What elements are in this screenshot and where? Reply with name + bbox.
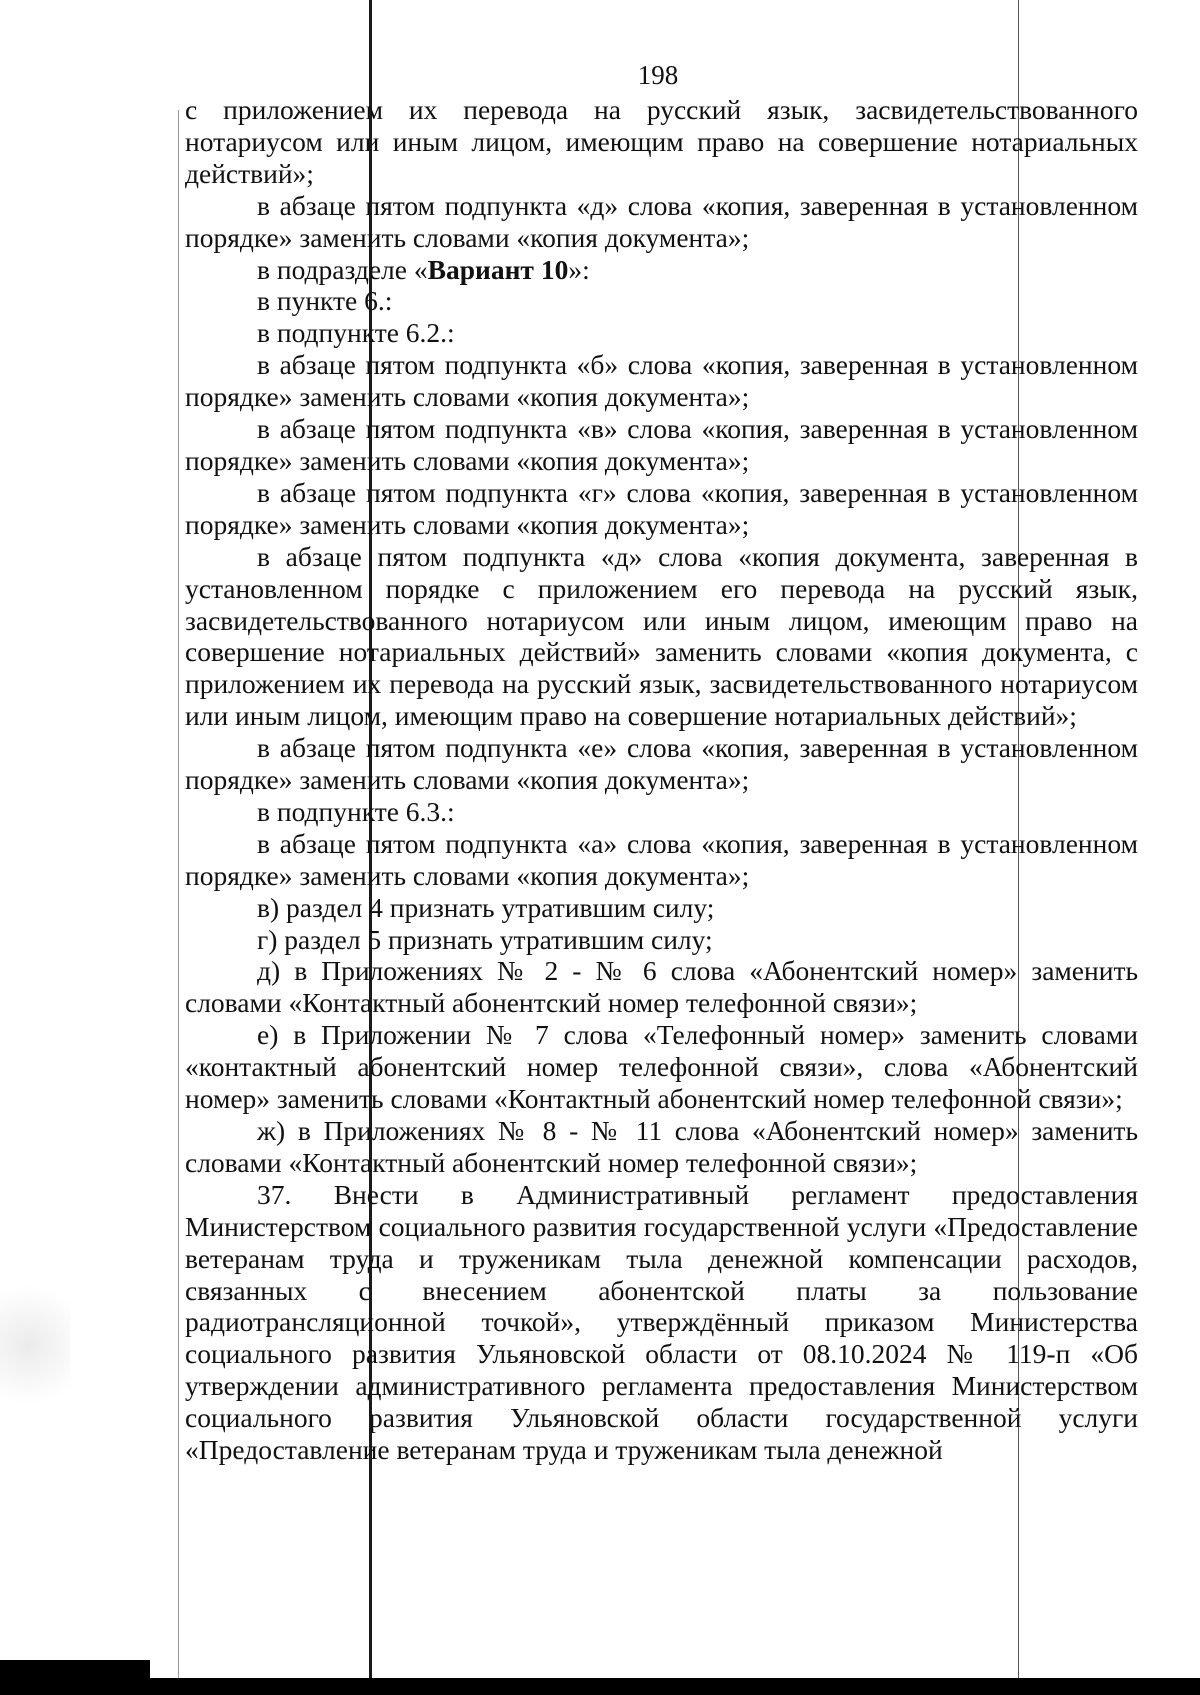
variant-heading: Вариант 10 xyxy=(427,253,569,285)
paragraph-1: с приложением их перевода на русский язык, засвидетельствованного нотариусом или иным лицом, имеющим право на совершение нотариальных действий»; xyxy=(185,94,1138,189)
scan-artifact-line xyxy=(178,110,179,1690)
paragraph-9: в абзаце пятом подпункта «д» слова «копия документа, заверенная в установленном порядке с приложением его перевода на русский язык, засвидетельствованного нотариусом или иным лицом, имеющим право на совершение нотариальных действий» заменить словами «копия документа, с приложением их перевода на русский язык, засвидетельствованного нотариусом или иным лицом, имеющим право на совершение нотариальных действий»; xyxy=(185,540,1138,732)
paragraph-4: в пункте 6.: xyxy=(257,285,393,317)
paragraph-17: ж) в Приложениях № 8 - № 11 слова «Абонентский номер» заменить словами «Контактный абонентский номер телефонной связи»; xyxy=(185,1115,1138,1178)
paragraph-5: в подпункте 6.2.: xyxy=(257,317,455,349)
paragraph-14: г) раздел 5 признать утратившим силу; xyxy=(257,923,713,955)
paragraph-11: в подпункте 6.3.: xyxy=(257,795,455,827)
paragraph-8: в абзаце пятом подпункта «г» слова «копия, заверенная в установленном порядке» заменить словами «копия документа»; xyxy=(185,476,1138,540)
page-number: 198 xyxy=(637,60,679,90)
document-body xyxy=(185,94,1138,1466)
paragraph-3-suffix: »: xyxy=(568,253,590,285)
paragraph-6: в абзаце пятом подпункта «б» слова «копия, заверенная в установленном порядке» заменить словами «копия документа»; xyxy=(185,349,1138,413)
scan-speckle xyxy=(0,1270,70,1420)
paragraph-13: в) раздел 4 признать утратившим силу; xyxy=(257,891,715,923)
paragraph-16: е) в Приложении № 7 слова «Телефонный номер» заменить словами «контактный абонентский номер телефонной связи», слова «Абонентский номер» заменить словами «Контактный абонентский номер телефонной связи»; xyxy=(185,1019,1138,1115)
paragraph-2: в абзаце пятом подпункта «д» слова «копия, заверенная в установленном порядке» заменить словами «копия документа»; xyxy=(185,189,1138,253)
paragraph-3-prefix: в подразделе « xyxy=(257,253,428,285)
paragraph-15: д) в Приложениях № 2 - № 6 слова «Абонентский номер» заменить словами «Контактный абонентский номер телефонной связи»; xyxy=(185,955,1138,1019)
scan-border xyxy=(0,1678,1200,1695)
paragraph-12: в абзаце пятом подпункта «а» слова «копия, заверенная в установленном порядке» заменить словами «копия документа»; xyxy=(185,827,1138,891)
paragraph-3 xyxy=(185,254,1138,286)
paragraph-18: 37. Внести в Административный регламент предоставления Министерством социального развития государственной услуги «Предоставление ветеранам труда и труженикам тыла денежной компенсации расходов, связанных с внесением абонентской платы за пользование радиотрансляционной точкой», утверждённый приказом Министерства социального развития Ульяновской области от 08.10.2024 № 119-п «Об утверждении административного регламента предоставления Министерством социального развития Ульяновской области государственной услуги «Предоставление ветеранам труда и труженикам тыла денежной xyxy=(185,1178,1138,1466)
paragraph-10: в абзаце пятом подпункта «е» слова «копия, заверенная в установленном порядке» заменить словами «копия документа»; xyxy=(185,732,1138,796)
paragraph-7: в абзаце пятом подпункта «в» слова «копия, заверенная в установленном порядке» заменить словами «копия документа»; xyxy=(185,413,1138,476)
